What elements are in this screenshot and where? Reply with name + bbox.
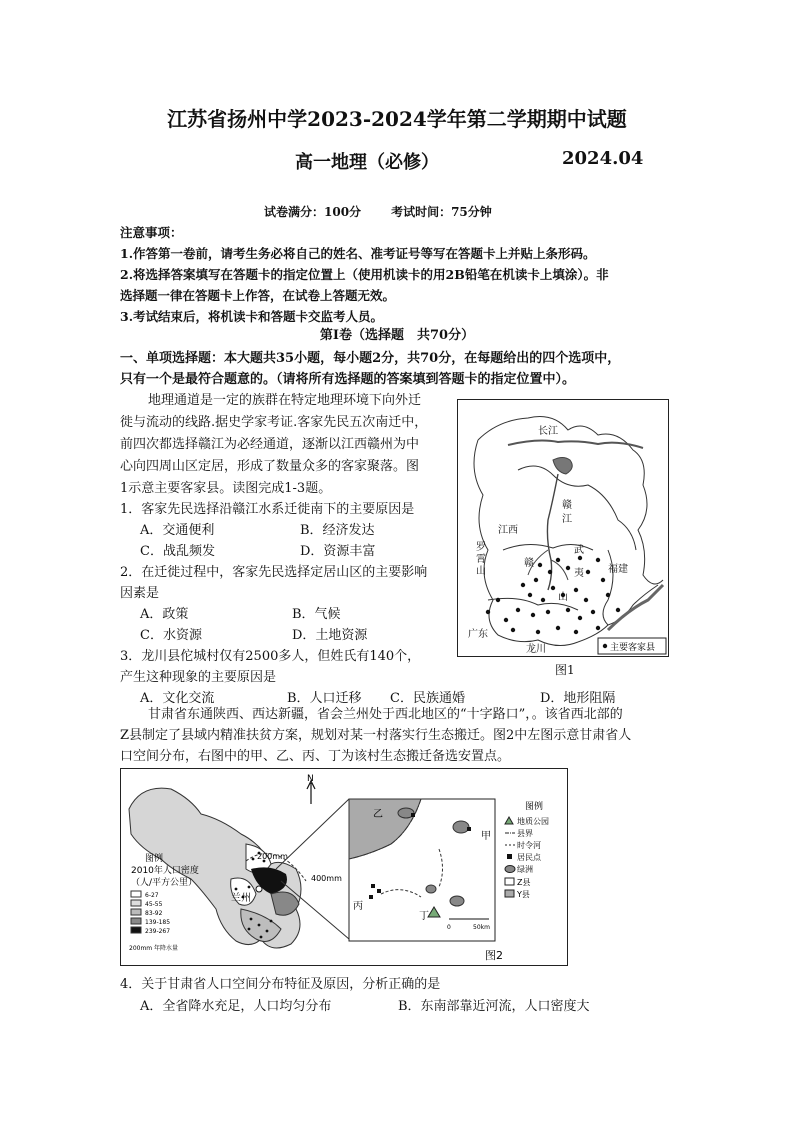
legend2-oasis: 绿洲 — [517, 865, 533, 874]
label-jiangxi: 江西 — [498, 525, 518, 536]
q3-stem-2: 产生这种现象的主要原因是 — [120, 670, 277, 685]
label-jiang: 江 — [562, 514, 572, 525]
passage1-line4: 心向四周山区定居，形成了数量众多的客家聚落。图 — [120, 459, 420, 474]
coastline — [608, 585, 663, 630]
q1-option-a: A．交通便利 — [140, 523, 215, 538]
exam-meta — [264, 203, 492, 220]
lanzhou-point — [256, 886, 262, 892]
inset-oasis-small — [426, 885, 436, 893]
q4-stem: 4．关于甘肃省人口空间分布特征及原因，分析正确的是 — [120, 977, 441, 992]
note-3: 3.考试结束后，将机读卡和答题卡交监考人员。 — [120, 309, 384, 324]
exam-time: 考试时间：75分钟 — [391, 205, 492, 219]
hakka-county-dots — [486, 556, 620, 634]
section-instr-1: 一、单项选择题：本大题共35小题，每小题2分，共70分，在每题给出的四个选项中， — [120, 351, 621, 366]
note-2a: 2.将选择答案填写在答题卡的指定位置上（使用机读卡的用2B铅笔在机读卡上填涂）。非 — [120, 267, 609, 282]
fig1-legend-dot — [603, 644, 607, 648]
legend2-title: 图例 — [525, 802, 544, 812]
legend-density-2: 45-55 — [145, 901, 163, 908]
passage2-line2: Z县制定了县域内精准扶贫方案，规划对某一村落实行生态搬迁。图2中左图示意甘肃省人 — [120, 728, 632, 743]
label-fujian: 福建 — [608, 564, 628, 575]
boundary-south-east — [578, 585, 658, 642]
label-luoxiao-2: 霄 — [476, 554, 486, 565]
label-site-bing: 丙 — [353, 901, 363, 912]
q2-option-c: C．水资源 — [140, 628, 202, 643]
figure-2-caption: 图2 — [485, 949, 503, 962]
legend2-settlement-icon — [507, 854, 512, 859]
q3-option-c: C．民族通婚 — [390, 691, 465, 706]
legend-sub-2: （人/平方公里） — [131, 878, 198, 888]
boundary-inner — [518, 466, 636, 550]
q3-option-b: B．人口迁移 — [287, 691, 362, 706]
poyang-lake — [553, 458, 572, 475]
passage2-line3: 口空间分布，右图中的甲、乙、丙、丁为该村生态搬迁备选安置点。 — [120, 749, 511, 764]
yangtze-river — [508, 441, 643, 448]
inset-oasis-jia — [453, 821, 469, 833]
legend2-river: 时令河 — [517, 841, 541, 850]
q3-stem-1: 3．龙川县佗城村仅有2500多人，但姓氏有140个， — [120, 649, 421, 664]
label-luoxiao-3: 山 — [476, 566, 486, 577]
legend2-z: Z县 — [517, 878, 531, 887]
label-north: N — [307, 774, 314, 784]
label-longchuan: 龙川 — [526, 644, 546, 655]
legend-density-1: 6-27 — [145, 892, 159, 899]
q1-option-c: C．战乱频发 — [140, 544, 215, 559]
legend-density-4: 139-185 — [145, 919, 171, 926]
legend2-oasis-icon — [505, 866, 515, 873]
gansu-map-svg — [121, 769, 567, 965]
section-title: 第Ⅰ卷（选择题 共70分） — [319, 328, 475, 343]
legend2-border: 县界 — [517, 829, 533, 838]
label-gan: 赣 — [562, 500, 572, 511]
label-ganzhou: 赣 — [524, 558, 534, 569]
note-1: 1.作答第一卷前，请考生务必将自己的姓名、准考证号等写在答题卡上并贴上条形码。 — [120, 246, 596, 261]
q2-stem-1: 2．在迁徙过程中，客家先民选择定居山区的主要影响 — [120, 565, 428, 580]
label-shan: 山 — [558, 592, 568, 603]
figure-2-gansu-map — [120, 768, 568, 966]
section-instr-2: 只有一个是最符合题意的。（请将所有选择题的答案填到答题卡的指定位置中）。 — [120, 372, 576, 387]
legend-sub-1: 2010年人口密度 — [131, 866, 199, 876]
figure-1-hakka-map — [457, 399, 669, 657]
legend2-y: Y县 — [517, 890, 530, 899]
label-guangdong: 广东 — [468, 629, 488, 640]
label-rain-400: 400mm — [311, 874, 342, 883]
note-2b: 选择题一律在答题卡上作答，在试卷上答题无效。 — [120, 288, 396, 303]
passage1-line5: 1示意主要客家县。读图完成1-3题。 — [120, 481, 332, 496]
gan-tributaries — [528, 550, 568, 580]
notes-heading: 注意事项： — [120, 225, 183, 240]
connector-line-top — [276, 799, 349, 869]
legend-title: 图例 — [145, 854, 164, 864]
label-site-yi: 乙 — [373, 809, 383, 820]
label-wu: 武 — [574, 545, 584, 556]
exam-score: 试卷满分：100分 — [264, 205, 362, 219]
q4-option-b: B．东南部靠近河流，人口密度大 — [398, 999, 590, 1014]
inset-oasis-ding — [450, 896, 464, 906]
label-lanzhou: 兰州 — [231, 893, 251, 904]
label-yi: 夷 — [574, 568, 584, 579]
legend-swatch-5 — [131, 927, 141, 933]
passage1-line2: 徙与流动的线路.据史学家考证.客家先民五次南迁中， — [120, 415, 428, 430]
legend2-settlement: 居民点 — [517, 853, 541, 862]
legend-density-3: 83-92 — [145, 910, 163, 917]
passage2-line1: 甘肃省东通陕西、西达新疆，省会兰州处于西北地区的“十字路口”，。该省西北部的 — [148, 707, 623, 722]
legend2-y-icon — [505, 890, 514, 897]
label-rain-200: 200mm — [257, 852, 288, 861]
q4-option-a: A．全省降水充足，人口均匀分布 — [140, 999, 332, 1014]
q2-option-a: A．政策 — [140, 607, 189, 622]
label-site-ding: 丁 — [419, 911, 429, 922]
legend-swatch-1 — [131, 891, 141, 897]
exam-title: 江苏省扬州中学2023-2024学年第二学期期中试题 — [167, 107, 627, 131]
exam-subtitle: 高一地理（必修） — [295, 152, 439, 173]
exam-date: 2024.04 — [562, 148, 644, 169]
legend-rain: 200mm 年降水量 — [129, 945, 179, 952]
passage1-line1: 地理通道是一定的族群在特定地理环境下向外迁 — [148, 393, 422, 408]
q1-option-d: D．资源丰富 — [300, 544, 376, 559]
legend-density-5: 239-267 — [145, 928, 171, 935]
fig1-legend-label: 主要客家县 — [610, 643, 656, 653]
legend-swatch-4 — [131, 918, 141, 924]
q1-option-b: B．经济发达 — [300, 523, 375, 538]
passage1-line3: 前四次都选择赣江为必经通道，逐渐以江西赣州为中 — [120, 437, 420, 452]
q1-stem: 1．客家先民选择沿赣江水系迁徙南下的主要原因是 — [120, 502, 415, 517]
north-arrow-icon — [307, 781, 315, 804]
q3-option-a: A．文化交流 — [140, 691, 215, 706]
scale-zero: 0 — [447, 924, 451, 931]
legend2-geopark: 地质公园 — [517, 817, 549, 826]
scale-50km: 50km — [473, 924, 490, 931]
q2-stem-2: 因素是 — [120, 586, 160, 601]
q3-option-d: D．地形阻隔 — [540, 691, 616, 706]
q2-option-d: D．土地资源 — [292, 628, 368, 643]
legend2-geopark-icon — [505, 817, 513, 824]
hakka-map-svg — [458, 400, 668, 656]
legend-swatch-2 — [131, 900, 141, 906]
label-changjiang: 长江 — [538, 426, 558, 437]
q2-option-b: B．气候 — [292, 607, 341, 622]
boundary-fujian — [603, 550, 613, 625]
label-luoxiao-1: 罗 — [476, 542, 486, 553]
label-site-jia: 甲 — [481, 831, 491, 842]
legend2-z-icon — [505, 878, 514, 885]
figure-1-caption: 图1 — [555, 663, 575, 677]
legend-swatch-3 — [131, 909, 141, 915]
